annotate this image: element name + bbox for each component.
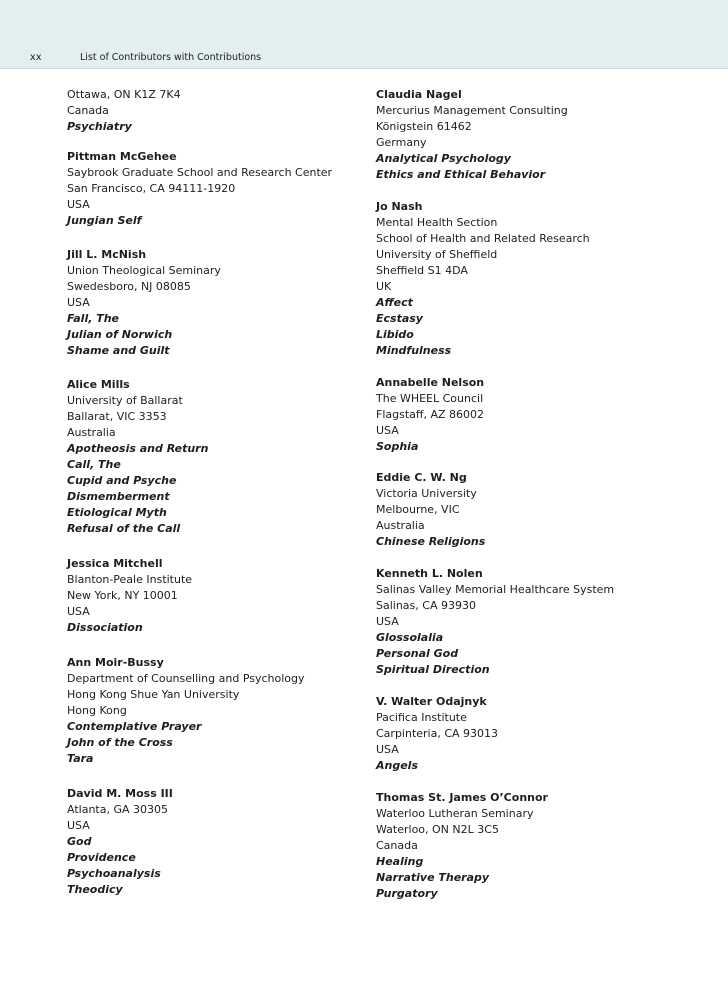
contribution-title: Psychoanalysis (67, 867, 161, 880)
contributor-affiliation-line: USA (67, 819, 90, 832)
contribution-title: Affect (376, 296, 413, 309)
contribution-title: Fall, The (67, 312, 120, 325)
contributor-affiliation-line: USA (67, 605, 90, 618)
contributor-entry (67, 556, 357, 636)
contributors-column-right (376, 87, 706, 902)
contributor-entry (376, 87, 706, 183)
contributor-name: Jo Nash (376, 200, 423, 213)
contributor-affiliation-line: Waterloo, ON N2L 3C5 (376, 823, 499, 836)
contributor-affiliation-line: Hong Kong (67, 704, 127, 717)
contributor-affiliation-line: Australia (376, 519, 425, 532)
contribution-title: Purgatory (376, 887, 438, 900)
contribution-title: Cupid and Psyche (67, 474, 177, 487)
contributor-name: Alice Mills (67, 378, 130, 391)
contribution-title: Chinese Religions (376, 535, 486, 548)
contributor-affiliation-line: Germany (376, 136, 427, 149)
contribution-title: Angels (376, 759, 418, 772)
contributor-affiliation-line: UK (376, 280, 392, 293)
contributor-entry (67, 87, 357, 135)
contribution-title: Call, The (67, 458, 121, 471)
page-number: xx (30, 52, 42, 63)
contribution-title: Sophia (376, 440, 419, 453)
contributor-affiliation-line: Australia (67, 426, 116, 439)
contributors-column-left (67, 87, 357, 898)
contributor-affiliation-line: USA (376, 615, 399, 628)
contributor-name: Jill L. McNish (67, 248, 147, 261)
running-header (0, 0, 728, 69)
contributor-affiliation-line: Ballarat, VIC 3353 (67, 410, 167, 423)
contributor-affiliation-line: Victoria University (376, 487, 477, 500)
contributor-affiliation-line: Saybrook Graduate School and Research Center (67, 166, 333, 179)
contributor-name: V. Walter Odajnyk (376, 695, 487, 708)
contributor-affiliation-line: Mental Health Section (376, 216, 498, 229)
contributor-affiliation-line: The WHEEL Council (376, 392, 484, 405)
contributor-entry (376, 470, 706, 550)
contributor-affiliation-line: Pacifica Institute (376, 711, 467, 724)
contribution-title: Contemplative Prayer (67, 720, 202, 733)
contributor-entry (67, 247, 357, 359)
contributor-entry (376, 199, 706, 359)
contribution-title: Narrative Therapy (376, 871, 490, 884)
contributor-entry (376, 566, 706, 678)
contributor-affiliation-line: University of Ballarat (67, 394, 183, 407)
contributor-affiliation-line: San Francisco, CA 94111-1920 (67, 182, 236, 195)
contribution-title: Personal God (376, 647, 459, 660)
contributor-affiliation-line: USA (67, 296, 90, 309)
contribution-title: Apotheosis and Return (67, 442, 209, 455)
contribution-title: John of the Cross (67, 736, 173, 749)
contribution-title: Glossolalia (376, 631, 444, 644)
contributor-affiliation-line: USA (376, 743, 399, 756)
running-title: List of Contributors with Contributions (80, 52, 262, 63)
contribution-title: Refusal of the Call (67, 522, 181, 535)
contributor-entry (67, 377, 357, 537)
contribution-title: Libido (376, 328, 414, 341)
contribution-title: Ecstasy (376, 312, 423, 325)
contribution-title: Dismemberment (67, 490, 170, 503)
contribution-title: Theodicy (67, 883, 123, 896)
contribution-title: Mindfulness (376, 344, 452, 357)
contributor-affiliation-line: New York, NY 10001 (67, 589, 178, 602)
contributor-affiliation-line: Swedesboro, NJ 08085 (67, 280, 191, 293)
contributor-affiliation-line: Flagstaff, AZ 86002 (376, 408, 485, 421)
contributor-affiliation-line: Mercurius Management Consulting (376, 104, 568, 117)
contribution-title: Analytical Psychology (376, 152, 511, 165)
contribution-title: God (67, 835, 92, 848)
contributor-affiliation-line: Atlanta, GA 30305 (67, 803, 168, 816)
contribution-title: Etiological Myth (67, 506, 167, 519)
contributor-entry (376, 694, 706, 774)
contributor-affiliation-line: Salinas, CA 93930 (376, 599, 476, 612)
contribution-title: Shame and Guilt (67, 344, 170, 357)
contributor-affiliation-line: Carpinteria, CA 93013 (376, 727, 499, 740)
contributor-affiliation-line: Waterloo Lutheran Seminary (376, 807, 534, 820)
contribution-title: Healing (376, 855, 424, 868)
contributor-affiliation-line: Canada (67, 104, 109, 117)
contributor-affiliation-line: School of Health and Related Research (376, 232, 590, 245)
contribution-title: Jungian Self (67, 214, 142, 227)
contributor-name: David M. Moss III (67, 787, 173, 800)
contribution-title: Julian of Norwich (67, 328, 173, 341)
contributor-affiliation-line: Hong Kong Shue Yan University (67, 688, 240, 701)
contributor-entry (376, 375, 706, 455)
contributor-affiliation-line: Sheffield S1 4DA (376, 264, 468, 277)
contributor-affiliation-line: Salinas Valley Memorial Healthcare System (376, 583, 615, 596)
contribution-title: Dissociation (67, 621, 143, 634)
contributor-affiliation-line: University of Sheffield (376, 248, 498, 261)
contributor-affiliation-line: Ottawa, ON K1Z 7K4 (67, 88, 181, 101)
contributor-affiliation-line: Canada (376, 839, 418, 852)
contribution-title: Spiritual Direction (376, 663, 490, 676)
contributor-entry (67, 655, 357, 767)
contributor-affiliation-line: Melbourne, VIC (376, 503, 460, 516)
contributor-affiliation-line: Department of Counselling and Psychology (67, 672, 305, 685)
contribution-title: Ethics and Ethical Behavior (376, 168, 546, 181)
contributor-affiliation-line: Königstein 61462 (376, 120, 472, 133)
contributor-affiliation-line: Blanton-Peale Institute (67, 573, 193, 586)
contributor-affiliation-line: USA (67, 198, 90, 211)
contributor-name: Kenneth L. Nolen (376, 567, 483, 580)
contributor-name: Thomas St. James O’Connor (376, 791, 548, 804)
contribution-title: Tara (67, 752, 94, 765)
contribution-title: Providence (67, 851, 136, 864)
contribution-title: Psychiatry (67, 120, 132, 133)
contributor-name: Eddie C. W. Ng (376, 471, 467, 484)
contributor-name: Ann Moir-Bussy (67, 656, 164, 669)
contributor-name: Jessica Mitchell (67, 557, 163, 570)
contributor-affiliation-line: Union Theological Seminary (67, 264, 221, 277)
contributor-affiliation-line: USA (376, 424, 399, 437)
contributor-entry (67, 786, 357, 898)
contributor-entry (376, 790, 706, 902)
contributor-name: Annabelle Nelson (376, 376, 485, 389)
contributor-name: Claudia Nagel (376, 88, 462, 101)
contributor-name: Pittman McGehee (67, 150, 177, 163)
contributor-entry (67, 149, 357, 229)
